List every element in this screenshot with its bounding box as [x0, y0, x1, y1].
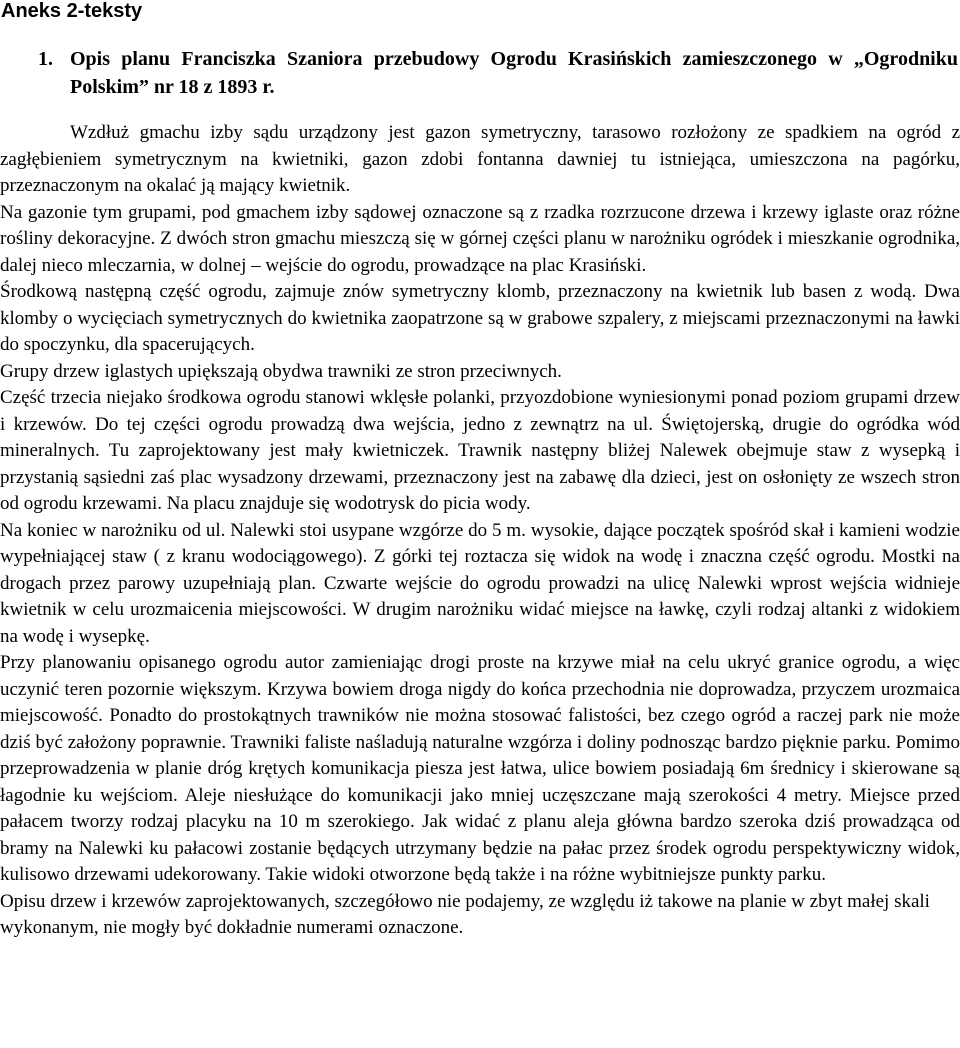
section-heading-text: Opis planu Franciszka Szaniora przebudowy Ogrodu Krasińskich zamieszczonego w „Ogrodniku Polskim” nr 18 z 1893 r. [70, 48, 958, 98]
body-text [0, 120, 960, 942]
section-number: 1. [38, 48, 53, 70]
paragraph: Na koniec w narożniku od ul. Nalewki stoi usypane wzgórze do 5 m. wysokie, dające początek spośród skał i kamieni wodzie wypełniającej staw ( z kranu wodociągowego). Z górki tej roztacza się widok na wodę i znaczna część ogrodu. Mostki na drogach przez parowy uzupełniają plan. Czwarte wejście do ogrodu prowadzi na ulicę Nalewki wprost wejścia widnieje kwietnik w celu urozmaicenia miejscowości. W drugim narożniku widać miejsce na ławkę, czyli rodzaj altanki z widokiem na wodę i wysepkę. [0, 519, 960, 647]
paragraph: Opisu drzew i krzewów zaprojektowanych, szczegółowo nie podajemy, ze względu iż takowe na planie w zbyt małej skali wykonanym, nie mogły być dokładnie numerami oznaczone. [0, 890, 930, 938]
annex-title: Aneks 2-teksty [1, 0, 143, 22]
section-heading [0, 45, 958, 101]
paragraph: Środkową następną część ogrodu, zajmuje znów symetryczny klomb, przeznaczony na kwietnik lub basen z wodą. Dwa klomby o wycięciach symetrycznych do kwietnika zaopatrzone są w grabowe szpalery, z miejscami przeznaczonymi na ławki do spoczynku, dla spacerujących. [0, 281, 960, 355]
paragraph: Przy planowaniu opisanego ogrodu autor zamieniając drogi proste na krzywe miał na celu ukryć granice ogrodu, a więc uczynić teren pozornie większym. Krzywa bowiem droga nigdy do końca przechodnia nie doprowadza, przyczem urozmaica miejscowość. Ponadto do prostokątnych trawników nie można stosować falistości, bez czego ogród a raczej park nie może dziś być założony poprawnie. Trawniki faliste naśladują naturalne wzgórza i doliny podnosząc bardzo pięknie parku. Pomimo przeprowadzenia w planie dróg krętych komunikacja piesza jest łatwa, ulice bowiem posiadają 6m średnicy i skierowane są łagodnie ku wejściom. Aleje niesłużące do komunikacji jako mniej uczęszczane mają szerokości 4 metry. Miejsce przed pałacem tworzy rodzaj placyku na 10 m szerokiego. Jak widać z planu aleja główna bardzo szeroka dziś prowadząca od bramy na Nalewki ku pałacowi zostanie będących utrzymany będzie na pałac przez środek ogrodu perspektywiczny widok, kulisowo drzewami udekorowany. Takie widoki otworzone będą także i na różne wybitniejsze punkty parku. [0, 652, 960, 885]
paragraph: Na gazonie tym grupami, pod gmachem izby sądowej oznaczone są z rzadka rozrzucone drzewa i krzewy iglaste oraz różne rośliny dekoracyjne. Z dwóch stron gmachu mieszczą się w górnej części planu w narożniku ogródek i mieszkanie ogrodnika, dalej nieco mleczarnia, w dolnej – wejście do ogrodu, prowadzące na plac Krasiński. [0, 201, 960, 276]
paragraph: Grupy drzew iglastych upiększają obydwa trawniki ze stron przeciwnych. [0, 360, 562, 382]
paragraph: Wzdłuż gmachu izby sądu urządzony jest gazon symetryczny, tarasowo rozłożony ze spadkiem na ogród z zagłębieniem symetrycznym na kwietniki, gazon zdobi fontanna dawniej tu istniejąca, umieszczona na pagórku, przeznaczonym na okalać ją mający kwietnik. [0, 122, 960, 196]
paragraph: Część trzecia niejako środkowa ogrodu stanowi wklęsłe polanki, przyozdobione wyniesionymi ponad poziom grupami drzew i krzewów. Do tej części ogrodu prowadzą dwa wejścia, jedno z zewnątrz na ul. Świętojerską, drugie do ogródka wód mineralnych. Tu zaprojektowany jest mały kwietniczek. Trawnik następny bliżej Nalewek obejmuje staw z wysepką i przystanią sąsiedni zaś plac wysadzony drzewami, przeznaczony jest na zabawę dla dzieci, jest on osłonięty ze wszech stron od ogrodu krzewami. Na placu znajduje się wodotrysk do picia wody. [0, 387, 960, 514]
